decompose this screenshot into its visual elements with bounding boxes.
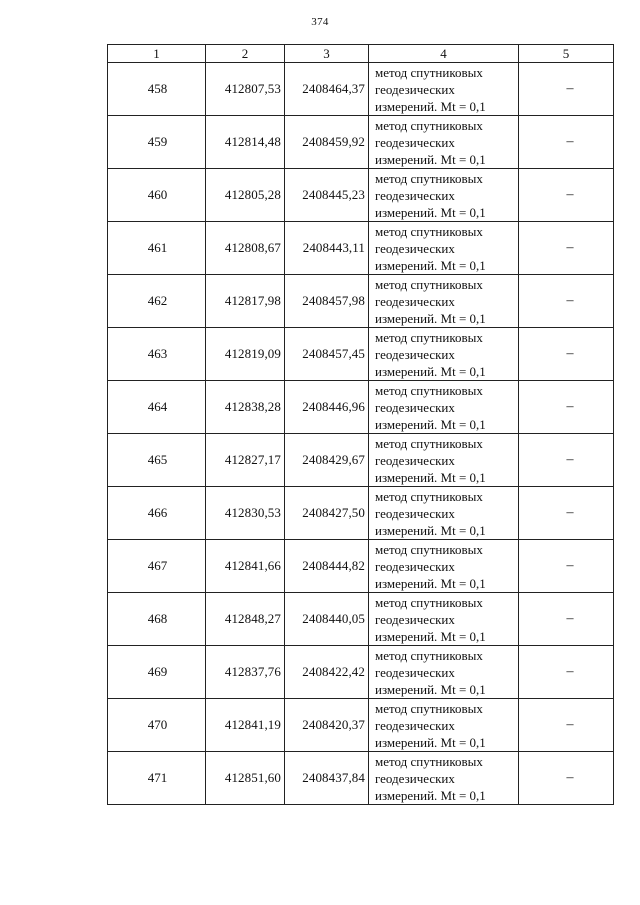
table-row [108,63,614,116]
coordinates-table [107,44,614,805]
method-cell [369,699,519,752]
method-line: геодезических [375,452,455,468]
table-row [108,646,614,699]
point-number-cell: 467 [108,540,206,593]
note-cell: – [519,169,614,222]
page-number: 374 [311,16,329,28]
header-col-2: 2 [206,45,285,63]
method-line: метод спутниковых [375,223,483,239]
x-coordinate-cell: 412851,60 [206,752,285,805]
method-line: метод спутниковых [375,382,483,398]
point-number-cell: 462 [108,275,206,328]
method-line: геодезических [375,611,455,627]
table-row [108,381,614,434]
method-line: измерений. Mt = 0,1 [375,257,486,273]
x-coordinate-cell: 412837,76 [206,646,285,699]
method-line: измерений. Mt = 0,1 [375,98,486,114]
method-line: геодезических [375,134,455,150]
y-coordinate-cell: 2408445,23 [285,169,369,222]
method-line: геодезических [375,346,455,362]
header-row [108,45,614,63]
method-line: измерений. Mt = 0,1 [375,787,486,803]
point-number-cell: 471 [108,752,206,805]
method-cell [369,540,519,593]
y-coordinate-cell: 2408443,11 [285,222,369,275]
method-line: метод спутниковых [375,753,483,769]
note-cell: – [519,222,614,275]
method-cell [369,593,519,646]
method-line: метод спутниковых [375,700,483,716]
note-cell: – [519,381,614,434]
table-row [108,487,614,540]
table-body [108,63,614,805]
method-cell [369,328,519,381]
header-col-3: 3 [285,45,369,63]
point-number-cell: 460 [108,169,206,222]
table-row [108,699,614,752]
method-cell [369,275,519,328]
method-line: метод спутниковых [375,647,483,663]
method-line: метод спутниковых [375,541,483,557]
note-cell: – [519,540,614,593]
note-cell: – [519,116,614,169]
method-line: геодезических [375,505,455,521]
y-coordinate-cell: 2408422,42 [285,646,369,699]
header-col-1: 1 [108,45,206,63]
method-line: измерений. Mt = 0,1 [375,522,486,538]
note-cell: – [519,699,614,752]
x-coordinate-cell: 412827,17 [206,434,285,487]
y-coordinate-cell: 2408420,37 [285,699,369,752]
point-number-cell: 461 [108,222,206,275]
method-cell [369,63,519,116]
method-cell [369,487,519,540]
y-coordinate-cell: 2408464,37 [285,63,369,116]
method-line: измерений. Mt = 0,1 [375,204,486,220]
table-row [108,275,614,328]
y-coordinate-cell: 2408429,67 [285,434,369,487]
table-row [108,540,614,593]
table-row [108,222,614,275]
method-cell [369,169,519,222]
method-cell [369,752,519,805]
method-line: геодезических [375,240,455,256]
method-line: метод спутниковых [375,64,483,80]
x-coordinate-cell: 412841,66 [206,540,285,593]
method-line: геодезических [375,293,455,309]
y-coordinate-cell: 2408437,84 [285,752,369,805]
x-coordinate-cell: 412805,28 [206,169,285,222]
method-cell [369,381,519,434]
point-number-cell: 465 [108,434,206,487]
x-coordinate-cell: 412830,53 [206,487,285,540]
point-number-cell: 464 [108,381,206,434]
note-cell: – [519,487,614,540]
note-cell: – [519,646,614,699]
table-header [108,45,614,63]
header-col-5: 5 [519,45,614,63]
note-cell: – [519,63,614,116]
method-line: измерений. Mt = 0,1 [375,681,486,697]
method-line: геодезических [375,664,455,680]
method-cell [369,434,519,487]
method-line: геодезических [375,770,455,786]
note-cell: – [519,752,614,805]
point-number-cell: 459 [108,116,206,169]
x-coordinate-cell: 412807,53 [206,63,285,116]
method-line: геодезических [375,717,455,733]
table-row [108,169,614,222]
x-coordinate-cell: 412841,19 [206,699,285,752]
method-line: измерений. Mt = 0,1 [375,416,486,432]
x-coordinate-cell: 412838,28 [206,381,285,434]
x-coordinate-cell: 412808,67 [206,222,285,275]
y-coordinate-cell: 2408446,96 [285,381,369,434]
x-coordinate-cell: 412848,27 [206,593,285,646]
note-cell: – [519,593,614,646]
method-cell [369,222,519,275]
method-line: метод спутниковых [375,170,483,186]
method-cell [369,646,519,699]
table-row [108,752,614,805]
method-line: измерений. Mt = 0,1 [375,469,486,485]
method-line: геодезических [375,558,455,574]
note-cell: – [519,328,614,381]
table-row [108,328,614,381]
y-coordinate-cell: 2408457,98 [285,275,369,328]
method-line: метод спутниковых [375,594,483,610]
point-number-cell: 470 [108,699,206,752]
method-line: измерений. Mt = 0,1 [375,310,486,326]
y-coordinate-cell: 2408440,05 [285,593,369,646]
method-line: метод спутниковых [375,329,483,345]
x-coordinate-cell: 412819,09 [206,328,285,381]
y-coordinate-cell: 2408427,50 [285,487,369,540]
x-coordinate-cell: 412814,48 [206,116,285,169]
method-line: измерений. Mt = 0,1 [375,151,486,167]
y-coordinate-cell: 2408459,92 [285,116,369,169]
method-line: измерений. Mt = 0,1 [375,363,486,379]
y-coordinate-cell: 2408444,82 [285,540,369,593]
point-number-cell: 458 [108,63,206,116]
method-line: метод спутниковых [375,435,483,451]
table-row [108,593,614,646]
note-cell: – [519,434,614,487]
table-row [108,116,614,169]
method-line: измерений. Mt = 0,1 [375,734,486,750]
header-col-4: 4 [369,45,519,63]
method-line: геодезических [375,187,455,203]
x-coordinate-cell: 412817,98 [206,275,285,328]
method-line: геодезических [375,399,455,415]
method-line: измерений. Mt = 0,1 [375,575,486,591]
method-line: метод спутниковых [375,117,483,133]
point-number-cell: 466 [108,487,206,540]
point-number-cell: 469 [108,646,206,699]
method-line: метод спутниковых [375,488,483,504]
method-line: метод спутниковых [375,276,483,292]
method-line: измерений. Mt = 0,1 [375,628,486,644]
method-line: геодезических [375,81,455,97]
method-cell [369,116,519,169]
note-cell: – [519,275,614,328]
point-number-cell: 463 [108,328,206,381]
table-row [108,434,614,487]
y-coordinate-cell: 2408457,45 [285,328,369,381]
point-number-cell: 468 [108,593,206,646]
